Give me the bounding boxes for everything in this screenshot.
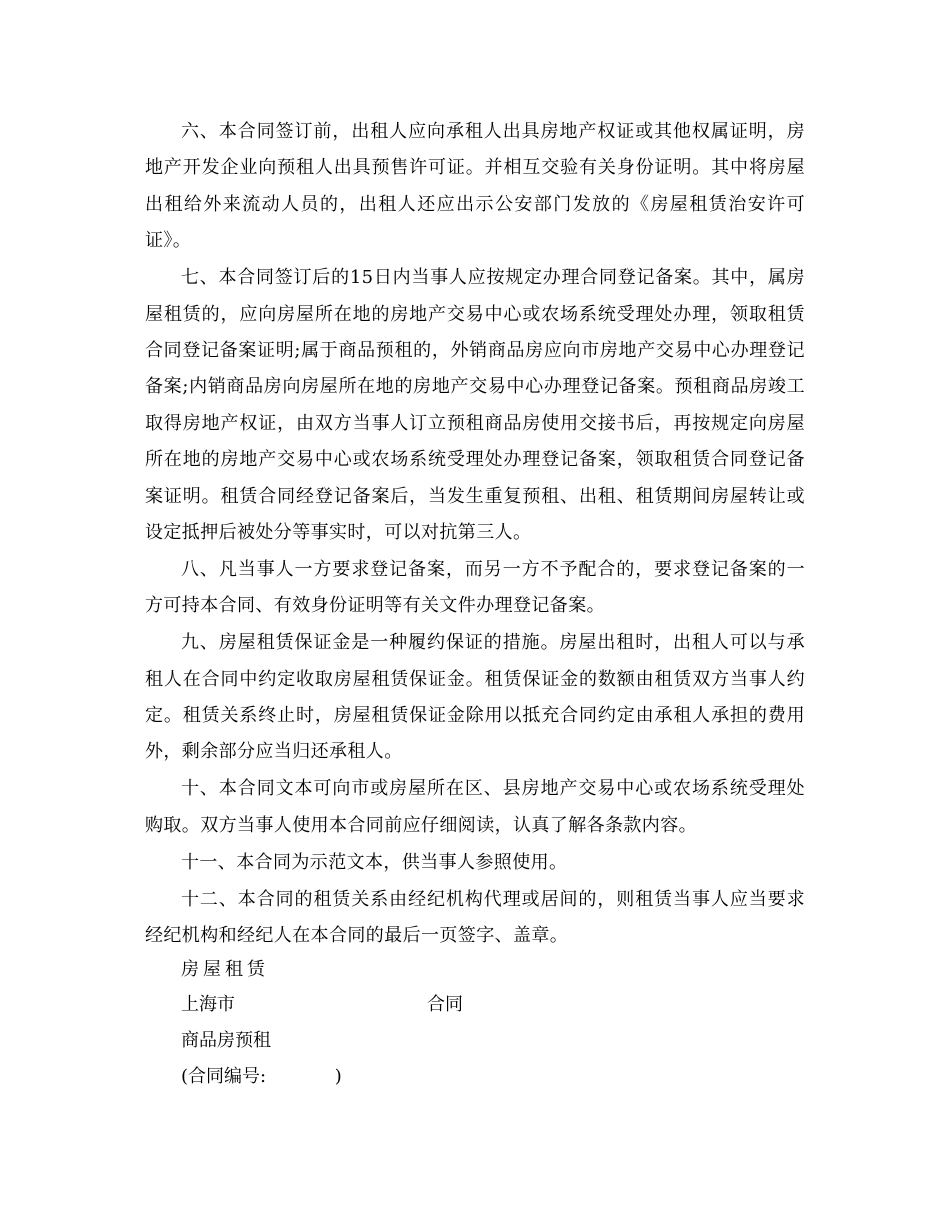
document-body bbox=[145, 114, 805, 955]
paragraph-12: 十二、本合同的租赁关系由经纪机构代理或居间的，则租赁当事人应当要求经纪机构和经纪人在本合同的最后一页签字、盖章。 bbox=[145, 888, 805, 946]
paragraph-11: 十一、本合同为示范文本，供当事人参照使用。 bbox=[181, 851, 568, 873]
paragraph-6: 六、本合同签订前，出租人应向承租人出具房地产权证或其他权属证明，房地产开发企业向预租人出具预售许可证。并相互交验有关身份证明。其中将房屋出租给外来流动人员的，出租人还应出示公安部门发放的《房屋租赁治安许可证》。 bbox=[145, 121, 805, 252]
cover-contract-number: (合同编号: ) bbox=[181, 1066, 342, 1087]
cover-subtitle-prelease: 商品房预租 bbox=[181, 1030, 271, 1051]
paragraph-9: 九、房屋租赁保证金是一种履约保证的措施。房屋出租时，出租人可以与承租人在合同中约定收取房屋租赁保证金。租赁保证金的数额由租赁双方当事人约定。租赁关系终止时，房屋租赁保证金除用以抵充合同约定由承租人承担的费用外，剩余部分应当归还承租人。 bbox=[145, 632, 805, 763]
paragraph-7: 七、本合同签订后的15日内当事人应按规定办理合同登记备案。其中，属房屋租赁的，应向房屋所在地的房地产交易中心或农场系统受理处办理，领取租赁合同登记备案证明;属于商品预租的，外销商品房应向市房地产交易中心办理登记备案;内销商品房向房屋所在地的房地产交易中心办理登记备案。预租商品房竣工取得房地产权证，由双方当事人订立预租商品房使用交接书后，再按规定向房屋所在地的房地产交易中心或农场系统受理处办理登记备案，领取租赁合同登记备案证明。租赁合同经登记备案后，当发生重复预租、出租、租赁期间房屋转让或设定抵押后被处分等事实时，可以对抗第三人。 bbox=[145, 267, 805, 543]
cover-contract-word: 合同 bbox=[427, 994, 463, 1015]
paragraph-10: 十、本合同文本可向市或房屋所在区、县房地产交易中心或农场系统受理处购取。双方当事人使用本合同前应仔细阅读，认真了解各条款内容。 bbox=[145, 778, 805, 836]
paragraph-8: 八、凡当事人一方要求登记备案，而另一方不予配合的，要求登记备案的一方可持本合同、有效身份证明等有关文件办理登记备案。 bbox=[145, 558, 805, 617]
cover-city: 上海市 bbox=[181, 994, 235, 1015]
cover-title-housing-lease: 房屋租赁 bbox=[181, 959, 269, 980]
